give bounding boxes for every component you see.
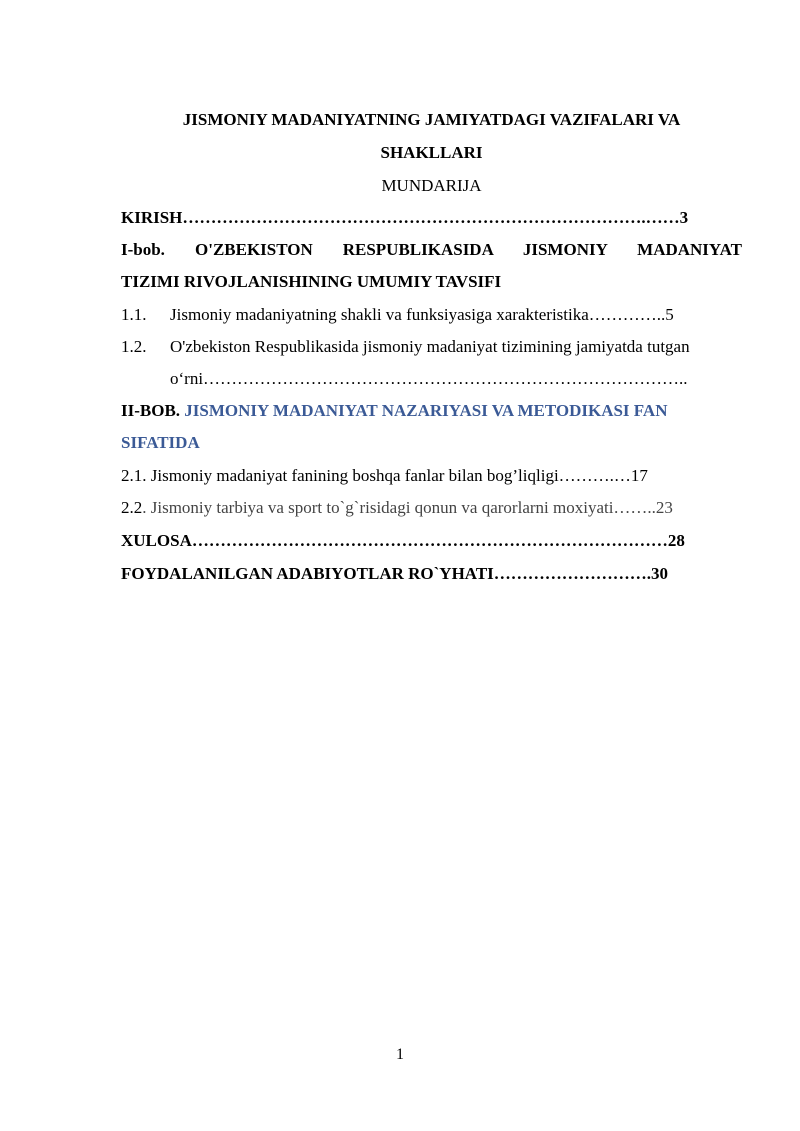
toc-heading: MUNDARIJA <box>381 176 482 195</box>
toc-entry-conclusion: XULOSA…………………………………………………………………………28 <box>121 531 685 550</box>
toc-section-2-2-number: 2.2 <box>121 498 143 517</box>
toc-section-1-2-title-line-1: O'zbekiston Respublikasida jismoniy madaniyat tizimining jamiyatda tutgan <box>170 337 690 356</box>
toc-chapter2-title-line-1: JISMONIY MADANIYAT NAZARIYASI VA METODIKASI FAN <box>184 401 668 420</box>
page-number: 1 <box>396 1046 404 1063</box>
toc-chapter1-title-line-2: TIZIMI RIVOJLANISHINING UMUMIY TAVSIFI <box>121 272 502 291</box>
toc-chapter2-line-1 <box>121 401 667 421</box>
toc-section-1-2-title-line-2: o‘rni………………………………………………………………………….. <box>170 369 688 388</box>
toc-section-2-2 <box>121 498 673 518</box>
toc-entry-references: FOYDALANILGAN ADABIYOTLAR RO`YHATI……………………….30 <box>121 564 669 583</box>
toc-section-1-1-title: Jismoniy madaniyatning shakli va funksiyasiga xarakteristika…………..5 <box>170 305 674 324</box>
toc-chapter2-title-line-2: SIFATIDA <box>121 433 200 452</box>
toc-chapter1-title-line-1: O'ZBEKISTON RESPUBLIKASIDA JISMONIY MADANIYAT <box>195 240 742 259</box>
document-title-line-1: JISMONIY MADANIYATNING JAMIYATDAGI VAZIFALARI VA <box>182 110 681 129</box>
document-title-line-2: SHAKLLARI <box>380 143 483 162</box>
toc-chapter1-label: I-bob. <box>121 240 165 259</box>
toc-section-2-1: 2.1. Jismoniy madaniyat fanining boshqa fanlar bilan bog’liqligi……….…17 <box>121 466 648 485</box>
toc-section-2-2-title: . Jismoniy tarbiya va sport to`g`risidagi qonun va qarorlarni moxiyati……..23 <box>142 498 673 517</box>
toc-chapter2-label: II-BOB. <box>121 401 181 420</box>
toc-section-1-2-number: 1.2. <box>121 337 147 356</box>
toc-entry-intro: KIRISH……………………………………………………………………….……3 <box>121 208 689 227</box>
toc-section-1-1-number: 1.1. <box>121 305 147 324</box>
